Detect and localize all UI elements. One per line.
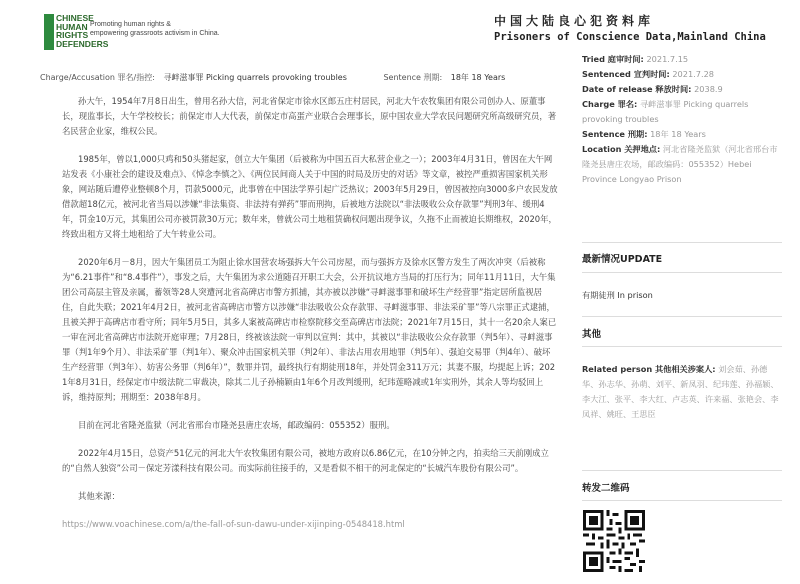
logo-line: RIGHTS	[56, 30, 89, 41]
bio-paragraph: 目前在河北省隆尧监狱（河北省邢台市隆尧县唐庄农场，邮政编码：055352）服刑。	[78, 420, 395, 430]
sentence-row	[582, 127, 782, 142]
related-value: 刘会茹、孙德华、孙志华、孙萌、刘平、新凤羽、纪玮莲、孙福颖、李大江、张平、李大红、卢志英、许来福、张艳会、李凤祥、姚旺、王思臣	[582, 364, 779, 419]
other-heading: 其他	[582, 329, 602, 340]
qr-code-icon[interactable]	[583, 510, 645, 572]
side-sentence-value: 18年 18 Years	[650, 129, 706, 139]
section-divider	[582, 500, 782, 501]
tried-row	[582, 52, 782, 67]
tried-value: 2021.7.15	[646, 54, 689, 64]
qr-code-graphic	[583, 510, 645, 572]
status-block	[582, 288, 782, 303]
section-divider	[582, 346, 782, 347]
bio-paragraph: 2020年6月－8月，因大午集团员工为阻止徐水国营农场强拆大午公司房屋，而与强拆方及徐水区警方发生了两次冲突（后被称为“6.21事件”和“8.4事件”），事发之后，大午集团为求公道随召开职工大会，公开抗议地方当局的打压行为；同年11月11日，大午集团公司高层主管及亲属，蓄领等28人突遭河北省高碑店市警方抓捕，其亦被以涉嫌“寻衅滋事罪和破坏生产经营罪”指定居所监视居住，自此失联；2021年4月2日，被河北省高碑店市警方以涉嫌“非法吸收公众存款罪、寻衅滋事罪、非法采矿罪”等八宗罪正式逮捕，且被关押于高碑店市看守所；同年5月5日，其多人案被高碑店市检察院移交至高碑店市法院；2021年7月15日，其十一名20余人案已一审在河北省高碑店市法院开庭审理；7月28日，终被该法院一审判以宣判：其中，其被以“非法吸收公众存款罪（判5年）、寻衅滋事罪（判1年9个月）、非法采矿罪（判1年）、聚众冲击国家机关罪（判2年）、非法占用农用地罪（判5年）、强迫交易罪（判4年）、破坏生产经营罪（判3年）、妨害公务罪（判6年）”，数罪并罚，最终执行有期徒刑18年，并处罚金311万元；其妻不服，均提起上诉；2021年8月31日，经保定市中级法院二审裁决，除其二儿子孙楠颖由1年6个月改判缓刑，纪玮莲略减或1年实刑外，其余人等均驳回上诉，维持原判；刑期至：2038年8月。	[62, 257, 557, 402]
tagline-line: Promoting human rights &	[90, 21, 171, 28]
charge-value: 寻衅滋事罪 Picking quarrels provoking troubles	[163, 73, 347, 82]
location-row	[582, 142, 782, 187]
share-qr-heading: 转发二维码	[582, 483, 630, 494]
related-block	[582, 362, 782, 422]
logo-line: DEFENDERS	[56, 38, 109, 49]
logo-line: HUMAN	[56, 21, 88, 32]
location-value: 河北省隆尧监狱（河北省邢台市隆尧县唐庄农场，邮政编码：055352）Hebei Province Longyao Prison	[582, 144, 778, 184]
related-row	[582, 362, 782, 422]
side-charge-label: Charge 罪名:	[582, 99, 638, 109]
biography-body	[62, 94, 558, 545]
tagline-line: empowering grassroots activism in China.	[90, 30, 220, 37]
bio-paragraph: 孙大午，1954年7月8日出生，曾用名孙大信，河北省保定市徐水区郎五庄村居民，河北大午农牧集团有限公司创办人、原董事长，现监事长，大午学校校长；前保定市人大代表，前保定市高蛋产业联合会理事长，原中国农业大学农民问题研究所高级研究员，著名民营企业家，维权公民。	[62, 96, 557, 136]
sentenced-row	[582, 67, 782, 82]
database-title-en: Prisoners of Conscience Data,Mainland China	[494, 31, 766, 43]
database-title-cn: 中国大陆良心犯资料库	[494, 14, 655, 28]
bio-paragraph: 1985年，曾以1,000只鸡和50头猪起家，创立大午集团（后被称为中国五百大私营企业之一）；2003年4月31日，曾因在大午网站发表《小康社会的建设及难点》、《悼念李慎之》、《两位民间商人关于中国的时局及历史的对话》等文章，被控严重损害国家机关形象，网站随后遭停业整顿8个月，罚款5000元，此事曾在中国法学界引起广泛热议；2003年5月29日，曾因被控向3000多户农民发放借款超18亿元，被河北省当局以涉嫌“非法集资、非法持有弹药”罪而刑拘，后被地方法院以“非法吸收公众存款罪”判刑3年、缓刑4年，罚金10万元，其集团公司亦被罚款30万元；数年来，曾就公司土地租赁确权问题出现争议，久拖不止而被迫长期维权，2020年，终致出租方又将土地租给了大午转业公司。	[62, 154, 558, 239]
release-label: Date of release 释放时间:	[582, 84, 692, 94]
release-row	[582, 82, 782, 97]
charge-summary-row	[40, 72, 505, 83]
section-divider	[582, 470, 782, 471]
related-label: Related person 其他相关涉案人:	[582, 364, 716, 374]
location-label: Location 关押地点:	[582, 144, 661, 154]
source-link[interactable]: https://www.voachinese.com/a/the-fall-of-sun-dawu-under-xijinping-0548418.html	[62, 519, 405, 529]
section-divider	[582, 316, 782, 317]
other-sources-label: 其他来源：	[78, 491, 120, 501]
site-tagline	[90, 20, 220, 38]
sidebar-details	[582, 52, 782, 187]
charge-row	[582, 97, 782, 127]
bio-paragraph: 2022年4月15日，总资产51亿元的河北大午农牧集团有限公司，被地方政府以6.86亿元，在10分钟之内，拍卖给三天前刚成立的“自然人独资”公司－保定芳漾科技有限公司。而实际前往接手的，又是看似不相干的河北保定的“长城汽车股份有限公司”。	[62, 448, 549, 473]
sentence-value: 18年 18 Years	[450, 73, 506, 82]
sentence-label: Sentence 刑期:	[383, 73, 443, 82]
side-charge-value: 寻衅滋事罪 Picking quarrels provoking troubles	[582, 99, 749, 124]
status-heading: 最新情况UPDATE	[582, 254, 663, 265]
charge-label: Charge/Accusation 罪名/指控:	[40, 73, 155, 82]
section-divider	[582, 272, 782, 273]
side-sentence-label: Sentence 刑期:	[582, 129, 648, 139]
section-divider	[582, 242, 782, 243]
release-value: 2038.9	[694, 84, 723, 94]
status-value: 有期徒刑 In prison	[582, 290, 653, 300]
tried-label: Tried 庭审时间:	[582, 54, 644, 64]
logo-line: CHINESE	[56, 13, 94, 23]
sentenced-value: 2021.7.28	[672, 69, 714, 79]
sentenced-label: Sentenced 宣判时间:	[582, 69, 670, 79]
